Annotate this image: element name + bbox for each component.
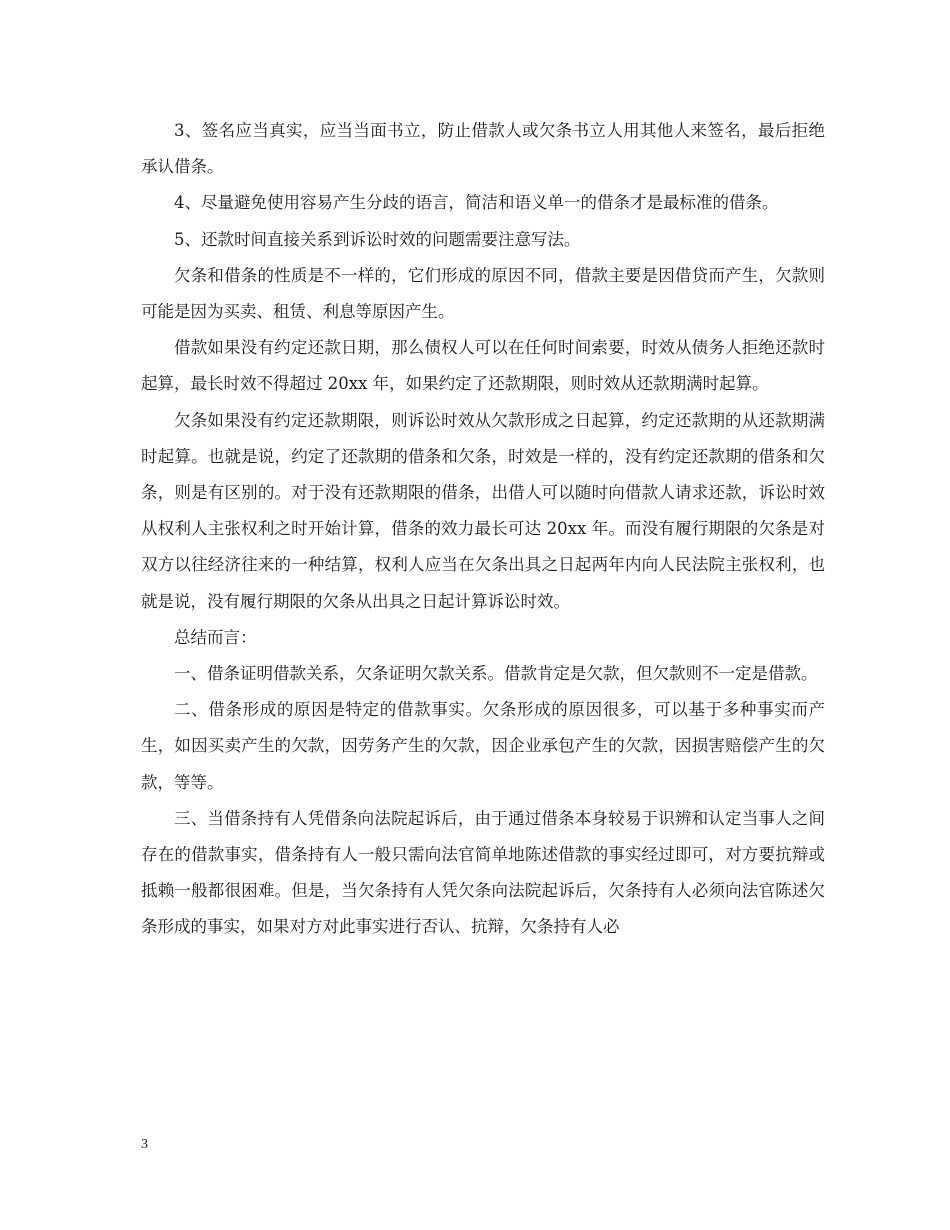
paragraph-summary-point-3: 三、当借条持有人凭借条向法院起诉后，由于通过借条本身较易于识辨和认定当事人之间存在的借款事实，借条持有人一般只需向法官简单地陈述借款的事实经过即可，对方要抗辩或抵赖一般都很困难。但是，当欠条持有人凭欠条向法院起诉后，欠条持有人必须向法官陈述欠条形成的事实，如果对方对此事实进行否认、抗辩，欠条持有人必	[141, 808, 825, 937]
paragraph-summary-heading: 总结而言：	[174, 627, 257, 647]
paragraph-loan-limitation: 借款如果没有约定还款日期，那么债权人可以在任何时间索要，时效从债务人拒绝还款时起算，最长时效不得超过 20xx 年，如果约定了还款期限，则时效从还款期满时起算。	[141, 338, 825, 394]
paragraph-repayment-time: 5、还款时间直接关系到诉讼时效的问题需要注意写法。	[174, 229, 581, 249]
paragraph-summary-point-1: 一、借条证明借款关系，欠条证明欠款关系。借款肯定是欠款，但欠款则不一定是借款。	[174, 664, 818, 684]
paragraph-language: 4、尽量避免使用容易产生分歧的语言，简洁和语义单一的借条才是最标准的借条。	[174, 193, 779, 213]
paragraph-signature: 3、签名应当真实，应当当面书立，防止借款人或欠条书立人用其他人来签名，最后拒绝承认借条。	[141, 121, 825, 177]
paragraph-summary-point-2: 二、借条形成的原因是特定的借款事实。欠条形成的原因很多，可以基于多种事实而产生，如因买卖产生的欠款，因劳务产生的欠款，因企业承包产生的欠款，因损害赔偿产生的欠款，等等。	[141, 700, 825, 792]
page-number: 3	[141, 1137, 148, 1152]
paragraph-nature-difference: 欠条和借条的性质是不一样的，它们形成的原因不同，借款主要是因借贷而产生，欠款则可能是因为买卖、租赁、利息等原因产生。	[141, 265, 825, 322]
paragraph-iou-limitation: 欠条如果没有约定还款期限，则诉讼时效从欠款形成之日起算，约定还款期的从还款期满时起算。也就是说，约定了还款期的借条和欠条，时效是一样的，没有约定还款期的借条和欠条，则是有区别的。对于没有还款期限的借条，出借人可以随时向借款人请求还款，诉讼时效从权利人主张权利之时开始计算，借条的效力最长可达 20xx 年。而没有履行期限的欠条是对双方以往经济往来的一种结算，权利人应当在欠条出具之日起两年内向人民法院主张权利，也就是说，没有履行期限的欠条从出具之日起计算诉讼时效。	[141, 410, 825, 611]
document-body	[141, 113, 825, 946]
